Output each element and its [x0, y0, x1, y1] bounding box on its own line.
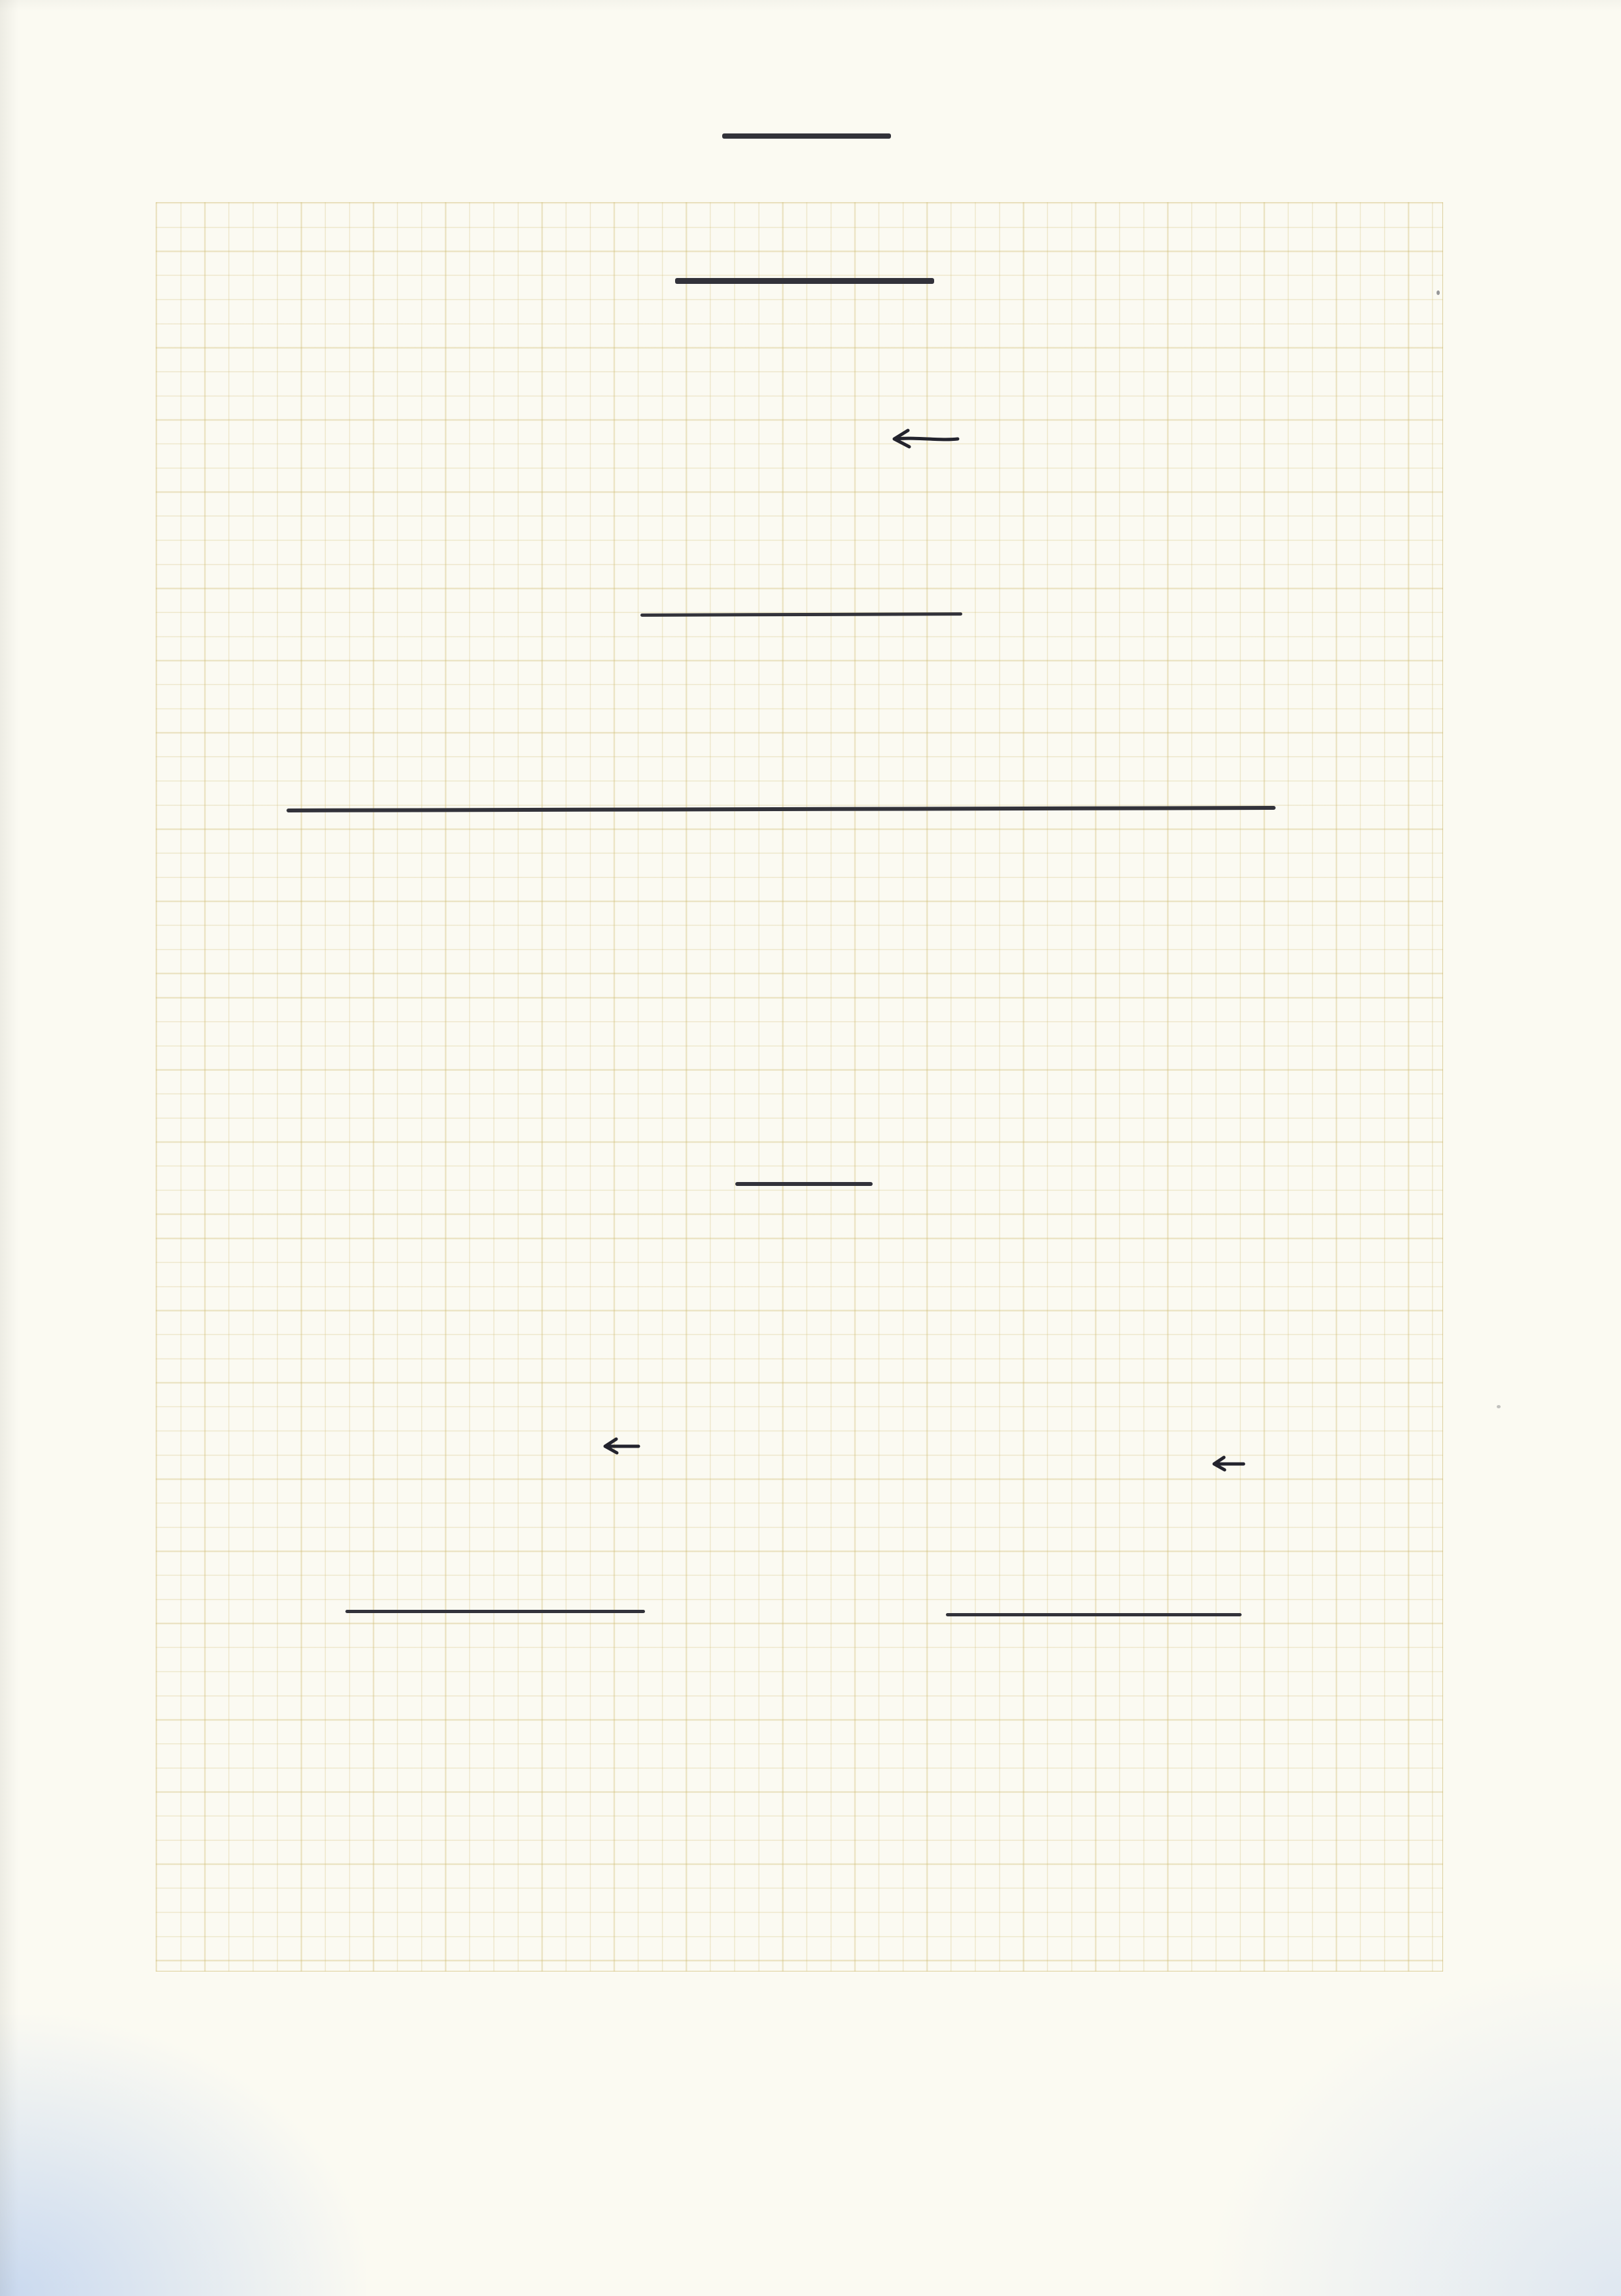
denomination-underline — [675, 278, 934, 284]
arrow-left-icon — [601, 1435, 644, 1456]
stamp-believed-original — [722, 348, 880, 543]
forgery-right-underline — [946, 1613, 1242, 1616]
ink-speck — [1497, 1405, 1501, 1408]
title-underline — [722, 133, 891, 139]
forgeries-underline — [735, 1182, 873, 1186]
arrow-left-icon — [888, 425, 964, 451]
ink-speck — [1437, 290, 1440, 295]
forgery-left-underline — [345, 1610, 645, 1613]
scan-corner-shade — [1202, 1956, 1621, 2296]
arrow-left-icon — [1210, 1453, 1248, 1473]
scan-corner-shade — [0, 2015, 366, 2296]
